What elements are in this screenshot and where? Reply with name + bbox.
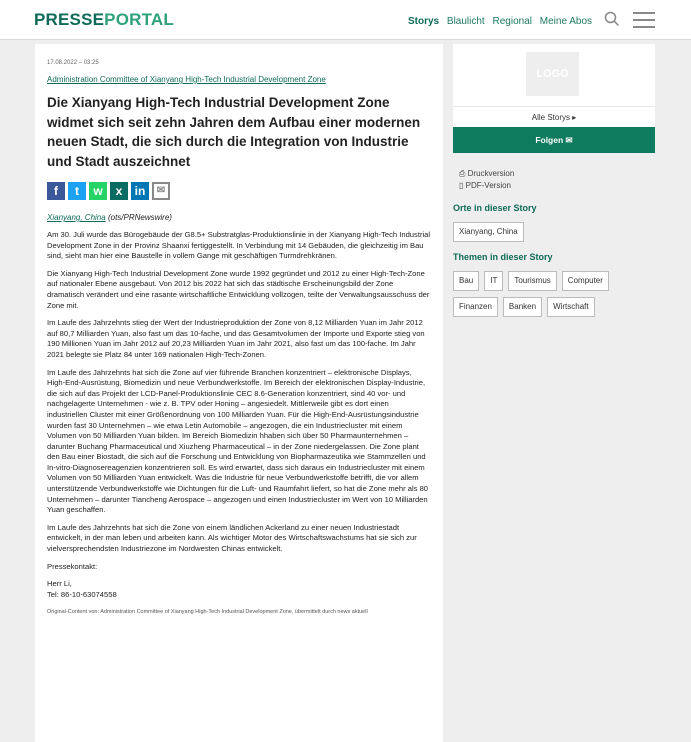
pdf-version-label: PDF-Version — [465, 181, 511, 190]
presseportal-logo[interactable] — [34, 10, 174, 30]
hamburger-menu-icon[interactable] — [633, 12, 655, 28]
topics-heading: Themen in dieser Story — [453, 252, 553, 262]
article-paragraph: Am 30. Juli wurde das Bürogebäude der G8.5+ Substratglas-Produktionslinie in der Xianyang High-Tech Industrial Development Zone in der Provinz Shaanxi fertiggestellt. In Verbindung mit 14 Gebäuden, die gleichzeitig im Bau sind, sieht man hier eine Baustelle in vollem Gange mit geschäftigen Turmdrehkränen. — [47, 230, 431, 261]
print-version-link[interactable] — [459, 169, 655, 179]
follow-label: Folgen — [535, 135, 564, 145]
document-icon: ▯ — [459, 181, 464, 190]
nav-blaulicht[interactable]: Blaulicht — [446, 16, 485, 27]
logo-part-presse: PRESSE — [34, 10, 105, 29]
press-contact — [47, 579, 431, 600]
topic-tag[interactable]: Computer — [562, 271, 609, 291]
article-card — [35, 44, 443, 742]
topic-tag[interactable]: IT — [484, 271, 503, 291]
download-links — [453, 169, 655, 191]
topic-tag[interactable]: Finanzen — [453, 297, 498, 317]
envelope-icon: ✉ — [565, 135, 573, 145]
contact-name: Herr Li, — [47, 579, 72, 589]
dateline — [47, 213, 431, 223]
places-heading: Orte in dieser Story — [453, 203, 537, 213]
places-tags — [453, 221, 655, 247]
topic-tag[interactable]: Banken — [503, 297, 542, 317]
article-paragraph: Im Laufe des Jahrzehnts stieg der Wert der Industrieproduktion der Zone von 8,12 Milliarden Yuan im Jahr 2012 auf 80,7 Milliarden Yuan, also fast um das 10-fache, und das Gesamtvolumen der Importe und Exporte stieg von 190 Millionen Yuan im Jahr 2012 auf 20,23 Milliarden Yuan im Jahr 2021, also fast um das 100-fache. Im Jahr 2021 belegte sie Platz 84 unter 169 nationalen High-Tech-Zonen. — [47, 318, 425, 359]
company-logo-box — [453, 44, 655, 106]
printer-icon: ⎙ — [459, 169, 466, 178]
email-icon[interactable]: ✉ — [152, 182, 170, 200]
topic-tag[interactable]: Bau — [453, 271, 479, 291]
sidebar — [453, 44, 655, 322]
share-bar — [47, 182, 431, 204]
alle-storys-link[interactable] — [453, 106, 655, 127]
logo-placeholder: LOGO — [526, 52, 579, 96]
pdf-version-link[interactable] — [459, 181, 655, 191]
twitter-icon[interactable]: t — [68, 182, 86, 200]
nav-storys[interactable]: Storys — [408, 16, 440, 27]
topic-tag[interactable]: Wirtschaft — [547, 297, 595, 317]
top-bar — [0, 0, 691, 40]
print-version-label: Druckversion — [467, 169, 515, 178]
article-paragraph: Die Xianyang High-Tech Industrial Development Zone wurde 1992 gegründet und 2012 zu einer High-Tech-Zone auf nationaler Ebene ausgebaut. Von 2012 bis 2022 hat sich das städtische Erscheinungsbild der Zone dramatisch verändert und eine rasante wirtschaftliche Entwicklung vollzogen, teilte der Verwaltungsausschuss der Zone mit. — [47, 268, 430, 310]
nav-meine-abos[interactable]: Meine Abos — [539, 16, 593, 27]
nav-regional[interactable]: Regional — [492, 16, 532, 27]
triangle-right-icon: ▸ — [572, 113, 577, 122]
whatsapp-icon[interactable]: w — [89, 182, 107, 200]
alle-storys-label: Alle Storys — [531, 113, 570, 122]
logo-part-portal: PORTAL — [104, 10, 174, 29]
follow-button[interactable] — [453, 127, 655, 153]
press-contact-label: Pressekontakt: — [47, 561, 98, 571]
original-content-note: Original-Content von: Administration Committee of Xianyang High-Tech Industrial Development Zone, übermittelt durch news aktuell — [47, 609, 368, 616]
main-nav — [408, 15, 597, 29]
linkedin-icon[interactable]: in — [131, 182, 149, 200]
article-paragraph: Im Laufe des Jahrzehnts hat sich die Zone auf vier führende Branchen konzentriert – elektronische Displays, High-End-Ausrüstung, Biomedizin und neue Verbundwerkstoffe. Im Bereich der elektronischen Display-Industrie, die sich auf das Projekt der LCD-Panel-Produktionslinie CEC 8.6-Generation konzentriert, sind 40 vor- und nachgelagerte Unternehmen - wie z. B. TPV oder Honing – angesiedelt. Mittlerweile gibt es dort einen industriellen Cluster mit einer Größenordnung von 100 Milliarden Yuan. Für die High-End-Ausrüstungsindustrie wurden fast 30 Unternehmen – wie etwa Letin Automobile – angezogen, die ein Industriecluster mit einem Volumen von 50 Milliarden Yuan bilden. Im Bereich Biomedizin hhaben sich über 50 Pharmaunternehmen – darunter Buchang Pharmaceutical und Xiuzheng Pharmaceutical – in der Zone niedergelassen. Die Zone plant den Bau einer Biostadt, die sich auf die Forschung und Entwicklung von Biopharmazeutika wie Stammzellen und In-vitro-Diagnosereagenzien konzentrieren soll. Es wird erwartet, dass sich daraus ein Industriecluster mit einem Volumen von 50 Milliarden Yuan entwickelt. Was die Industrie für neue Verbundwerkstoffe betrifft, die vor allem unterstützende Verbundwerkstoffe wie Dichtungen für die Luft- und Raumfahrt liefert, so hat die Zone mehr als 80 Unternehmen – darunter Tiancheng Aerospace – angezogen und einen Industriecluster im Wert von 10 Milliarden Yuan geschaffen. — [47, 367, 429, 515]
facebook-icon[interactable]: f — [47, 182, 65, 200]
place-tag[interactable]: Xianyang, China — [453, 222, 524, 242]
contact-tel: Tel: 86-10-63074558 — [47, 589, 117, 599]
organization-link[interactable]: Administration Committee of Xianyang High-Tech Industrial Development Zone — [47, 75, 326, 84]
dateline-source: (ots/PRNewswire) — [107, 213, 172, 222]
dateline-location[interactable]: Xianyang, China — [47, 213, 106, 222]
article-paragraph: Im Laufe des Jahrzehnts hat sich die Zone von einem ländlichen Ackerland zu einer neuen Industriestadt entwickelt, in der man leben und arbeiten kann. Als wichtiger Motor des Wirtschaftswachstums hat sie sich zur vielversprechendsten Industriezone im Nordwesten Chinas entwickelt. — [47, 522, 417, 554]
xing-icon[interactable]: x — [110, 182, 128, 200]
topic-tag[interactable]: Tourismus — [508, 271, 556, 291]
topics-tags — [453, 270, 655, 322]
search-icon[interactable] — [604, 11, 620, 27]
article-title: Die Xianyang High-Tech Industrial Development Zone widmet sich seit zehn Jahren dem Aufbau einer modernen neuen Stadt, die sich durch die Integration von Industrie und Stadt auszeichnet — [47, 95, 421, 169]
article-date: 17.08.2022 – 03:25 — [47, 60, 99, 66]
